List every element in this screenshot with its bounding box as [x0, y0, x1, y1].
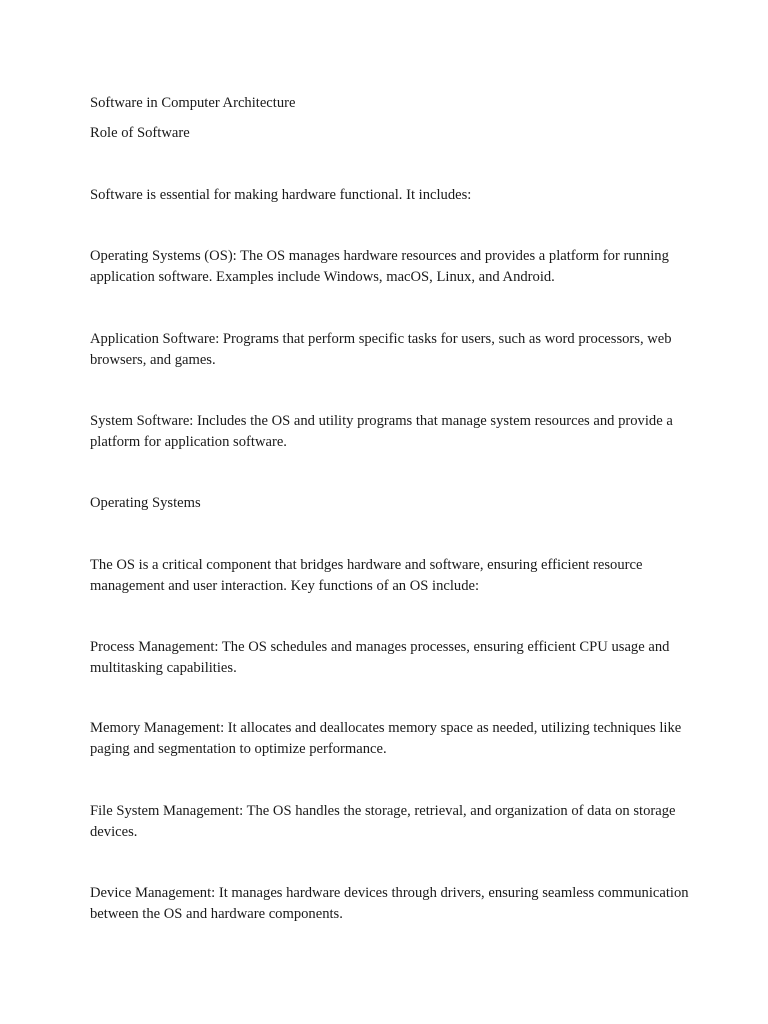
device-management-paragraph: Device Management: It manages hardware devices through drivers, ensuring seamless communication between the OS and hardware components. [90, 885, 689, 922]
application-software-paragraph: Application Software: Programs that perform specific tasks for users, such as word processors, web browsers, and games. [90, 331, 672, 368]
section-heading-role-of-software: Role of Software [90, 125, 190, 141]
intro-paragraph: Software is essential for making hardware functional. It includes: [90, 187, 472, 203]
section-heading-operating-systems: Operating Systems [90, 495, 201, 511]
system-software-paragraph: System Software: Includes the OS and utility programs that manage system resources and provide a platform for application software. [90, 413, 673, 450]
file-system-management-paragraph: File System Management: The OS handles the storage, retrieval, and organization of data on storage devices. [90, 803, 676, 840]
process-management-paragraph: Process Management: The OS schedules and manages processes, ensuring efficient CPU usage and multitasking capabilities. [90, 639, 670, 676]
os-item-paragraph: Operating Systems (OS): The OS manages hardware resources and provides a platform for running application software. Examples include Windows, macOS, Linux, and Android. [90, 248, 669, 285]
os-intro-paragraph: The OS is a critical component that bridges hardware and software, ensuring efficient resource management and user interaction. Key functions of an OS include: [90, 557, 643, 594]
document-title: Software in Computer Architecture [90, 95, 296, 111]
memory-management-paragraph: Memory Management: It allocates and deallocates memory space as needed, utilizing techniques like paging and segmentation to optimize performance. [90, 720, 682, 757]
